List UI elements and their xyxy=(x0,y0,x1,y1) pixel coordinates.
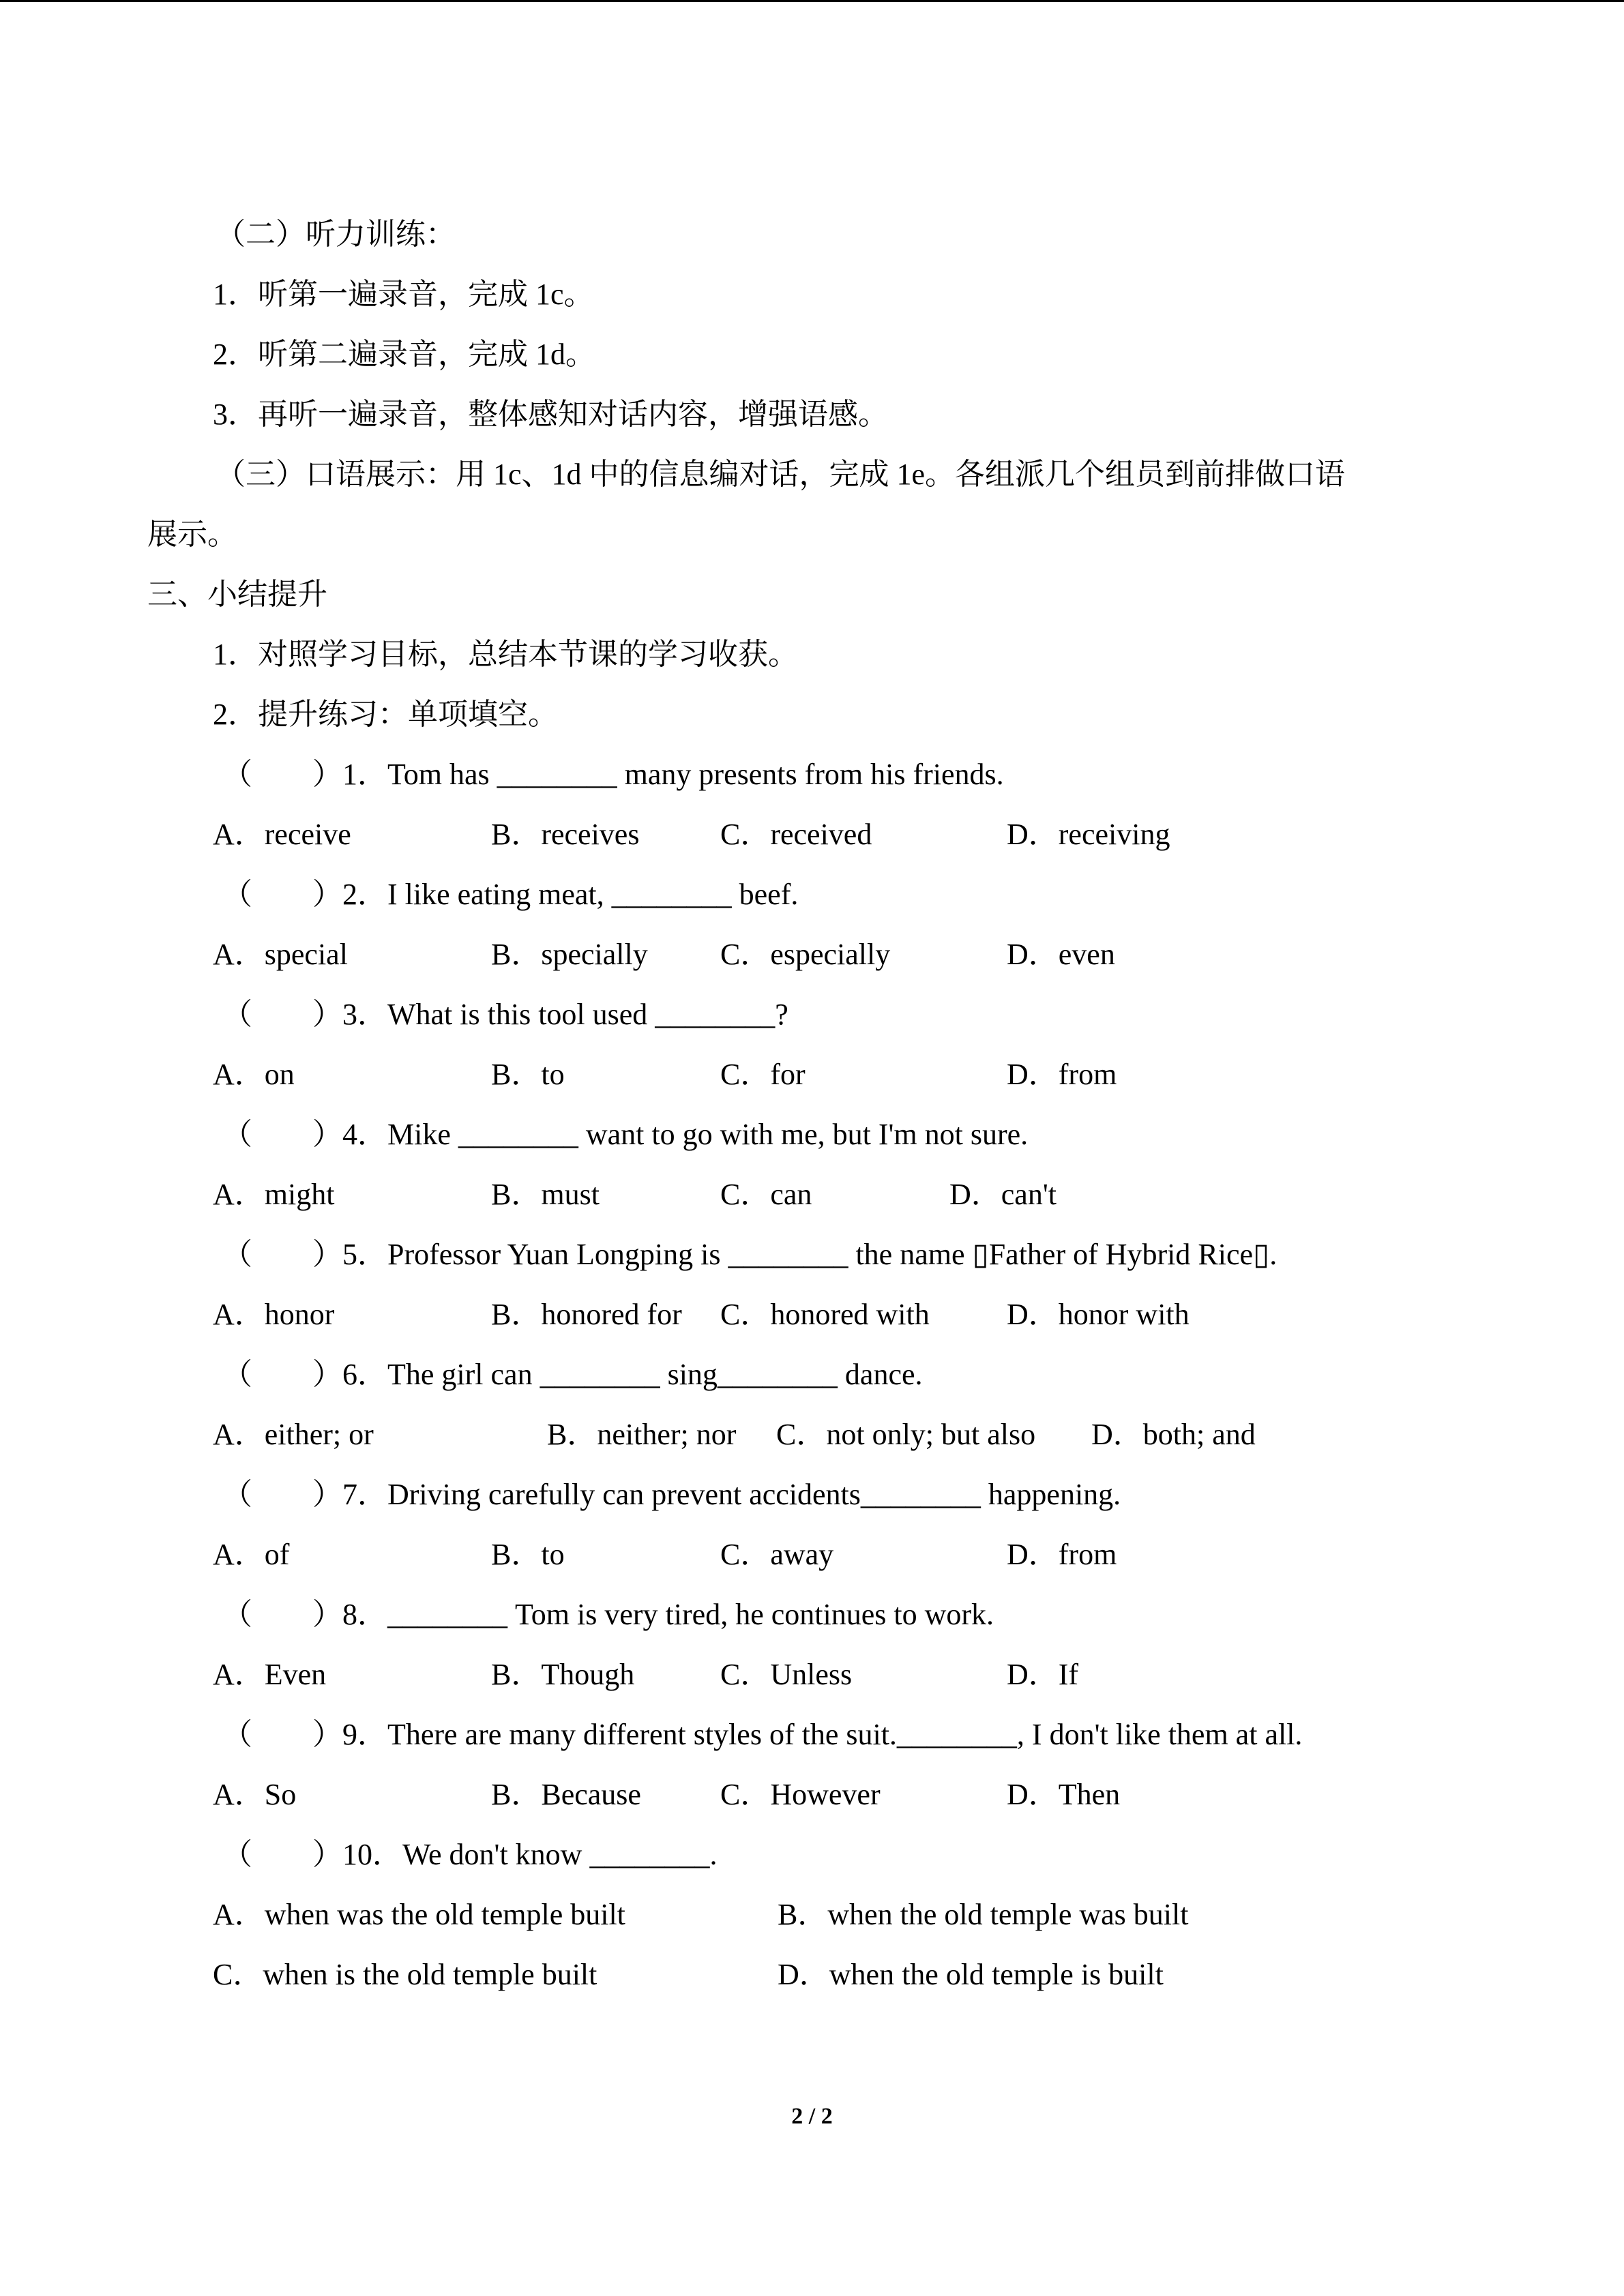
question-4-option-d: D．can't xyxy=(949,1178,1057,1211)
question-9-option-a: A．So xyxy=(213,1778,297,1811)
question-4-option-b: B．must xyxy=(491,1178,600,1211)
question-4-option-c: C．can xyxy=(720,1178,812,1211)
question-3-stem: （ ）3．What is this tool used ________? xyxy=(222,998,788,1031)
question-5-stem: （ ）5．Professor Yuan Longping is ________ the name ▯Father of Hybrid Rice▯. xyxy=(222,1238,1278,1271)
section-speaking-line-1: （三）口语展示：用 1c、1d 中的信息编对话，完成 1e。各组派几个组员到前排做口语 xyxy=(216,458,1346,491)
question-9-stem: （ ）9．There are many different styles of the suit.________, I don't like them at all. xyxy=(222,1718,1303,1751)
question-9-option-c: C．However xyxy=(720,1778,881,1811)
question-6-option-c: C．not only; but also xyxy=(776,1418,1036,1451)
question-5-option-a: A．honor xyxy=(213,1298,335,1331)
page-number: 2 / 2 xyxy=(791,2104,833,2129)
question-9-option-d: D．Then xyxy=(1007,1778,1121,1811)
question-7-stem: （ ）7．Driving carefully can prevent accidents________ happening. xyxy=(222,1478,1121,1511)
question-7-option-d: D．from xyxy=(1007,1538,1117,1571)
section-speaking-line-2: 展示。 xyxy=(147,518,237,551)
question-6-stem: （ ）6．The girl can ________ sing________ dance. xyxy=(222,1358,923,1391)
question-4-option-a: A．might xyxy=(213,1178,335,1211)
section-heading-listening: （二）听力训练： xyxy=(216,218,456,251)
question-5-option-d: D．honor with xyxy=(1007,1298,1190,1331)
question-8-stem: （ ）8．________ Tom is very tired, he continues to work. xyxy=(222,1598,994,1631)
question-8-option-c: C．Unless xyxy=(720,1658,853,1691)
question-2-option-d: D．even xyxy=(1007,938,1115,971)
question-7-option-a: A．of xyxy=(213,1538,290,1571)
question-5-option-c: C．honored with xyxy=(720,1298,930,1331)
question-3-option-a: A．on xyxy=(213,1058,295,1091)
question-5-option-b: B．honored for xyxy=(491,1298,682,1331)
question-3-option-b: B．to xyxy=(491,1058,565,1091)
question-10-stem: （ ）10．We don't know ________. xyxy=(222,1838,718,1871)
question-9-option-b: B．Because xyxy=(491,1778,641,1811)
question-2-option-c: C．especially xyxy=(720,938,891,971)
question-7-option-c: C．away xyxy=(720,1538,834,1571)
question-1-stem: （ ）1．Tom has ________ many presents from his friends. xyxy=(222,758,1004,791)
question-8-option-a: A．Even xyxy=(213,1658,327,1691)
question-10-option-d: D．when the old temple is built xyxy=(778,1958,1164,1991)
listening-item-2: 2．听第二遍录音，完成 1d。 xyxy=(213,338,595,371)
section-heading-summary: 三、小结提升 xyxy=(147,578,327,611)
question-4-stem: （ ）4．Mike ________ want to go with me, but I'm not sure. xyxy=(222,1118,1029,1151)
question-6-option-d: D．both; and xyxy=(1091,1418,1256,1451)
summary-item-1: 1．对照学习目标，总结本节课的学习收获。 xyxy=(213,638,798,671)
question-2-option-b: B．specially xyxy=(491,938,648,971)
question-10-option-b: B．when the old temple was built xyxy=(778,1898,1189,1931)
question-2-stem: （ ）2．I like eating meat, ________ beef. xyxy=(222,878,799,911)
question-8-option-b: B．Though xyxy=(491,1658,635,1691)
listening-item-1: 1．听第一遍录音，完成 1c。 xyxy=(213,278,594,311)
listening-item-3: 3．再听一遍录音，整体感知对话内容，增强语感。 xyxy=(213,398,888,431)
question-7-option-b: B．to xyxy=(491,1538,565,1571)
page-top-border xyxy=(0,0,1624,2)
question-3-option-d: D．from xyxy=(1007,1058,1117,1091)
question-10-option-c: C．when is the old temple built xyxy=(213,1958,597,1991)
question-6-option-a: A．either; or xyxy=(213,1418,374,1451)
question-6-option-b: B．neither; nor xyxy=(547,1418,737,1451)
question-2-option-a: A．special xyxy=(213,938,348,971)
question-1-option-d: D．receiving xyxy=(1007,818,1170,851)
question-1-option-c: C．received xyxy=(720,818,872,851)
question-1-option-a: A．receive xyxy=(213,818,351,851)
question-3-option-c: C．for xyxy=(720,1058,806,1091)
summary-item-2: 2．提升练习：单项填空。 xyxy=(213,698,558,731)
question-1-option-b: B．receives xyxy=(491,818,640,851)
question-8-option-d: D．If xyxy=(1007,1658,1079,1691)
question-10-option-a: A．when was the old temple built xyxy=(213,1898,625,1931)
